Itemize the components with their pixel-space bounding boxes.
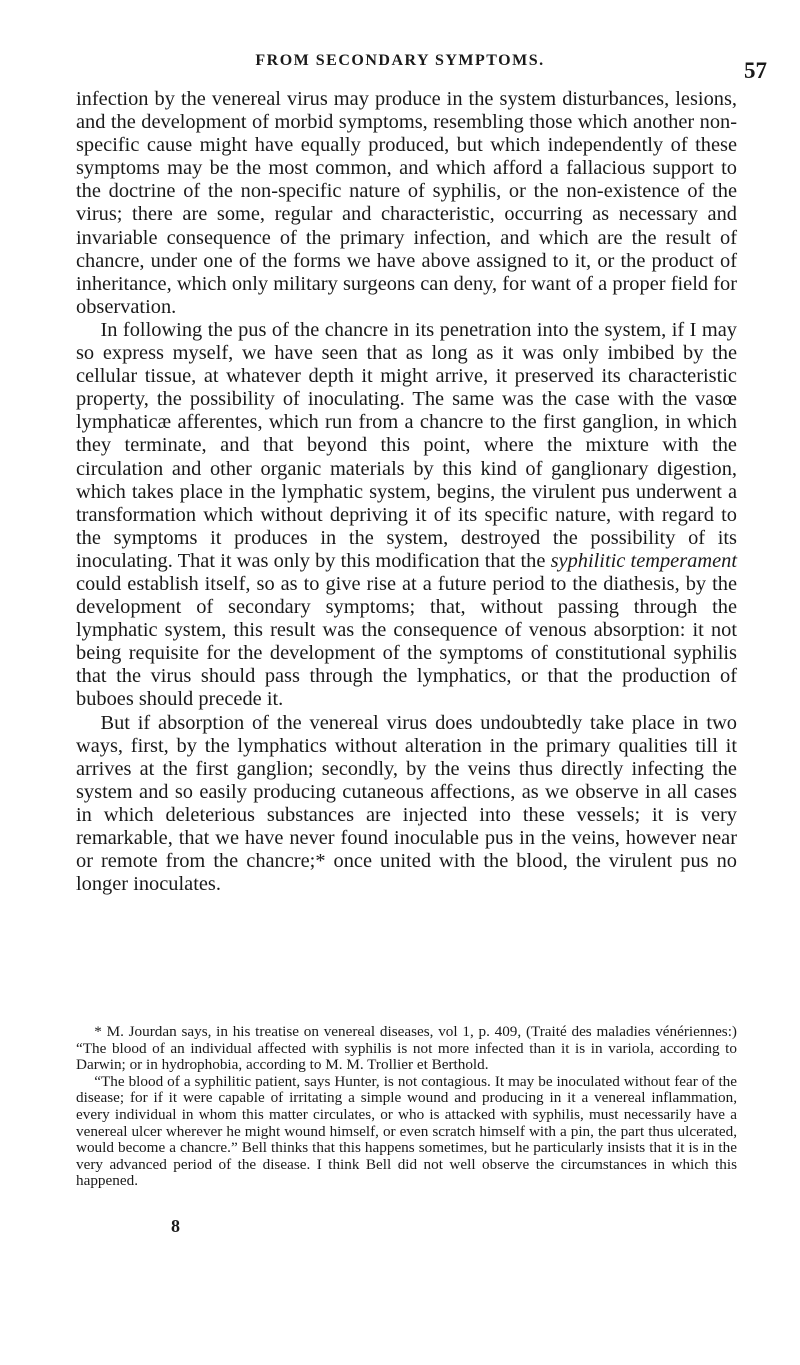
running-head-title: FROM SECONDARY SYMPTOMS. (255, 52, 545, 69)
page-number: 57 (744, 58, 767, 83)
emphasis-syphilitic-temperament: syphilitic temperament (550, 549, 737, 572)
footnote-2: “The blood of a syphilitic patient, says Hunter, is not contagious. It may be inoculated without fear of the disease; for if it were capable of irritating a simple wound and producing in it a venereal inflammation, every individual in whom this matter circulates, or who is attacked with syphilis, must necessarily have a venereal ulcer wherever he might wound himself, or even scratch himself with a pin, the part thus ulcerated, would become a chancre.” Bell thinks that this happens sometimes, but he particularly insists that it is in the very advanced period of the disease. I think Bell did not well observe the circumstances in which this happened. (76, 1072, 737, 1190)
footnotes (76, 1024, 737, 1190)
body-text (76, 88, 737, 896)
running-head (0, 52, 800, 82)
paragraph-3: But if absorption of the venereal virus does undoubtedly take place in two ways, first, by the lymphatics without alteration in the primary qualities till it arrives at the first ganglion; secondly, by the veins thus directly infecting the system and so easily producing cutaneous affections, as we observe in all cases in which deleterious substances are injected into these vessels; it is very remarkable, that we have never found inoculable pus in the veins, however near or remote from the chancre;* once united with the blood, the virulent pus no longer inoculates. (76, 711, 737, 896)
paragraph-1: infection by the venereal virus may produce in the system disturbances, lesions, and the development of morbid symptoms, resembling those which another non-specific cause might have equally produced, but which independently of these symptoms may be the most common, and which afford a fallacious support to the doctrine of the non-specific nature of syphilis, or the non-existence of the virus; there are some, regular and characteristic, occurring as necessary and invariable consequence of the primary infection, and which are the result of chancre, under one of the forms we have above assigned to it, or the product of inheritance, which only military surgeons can deny, for want of a proper field for observation. (76, 88, 737, 318)
paragraph-2-text-after: could establish itself, so as to give rise at a future period to the diathesis, by the development of secondary symptoms; that, without passing through the lymphatic system, this result was the consequence of venous absorption: it not being requisite for the development of the symptoms of constitutional syphilis that the virus should pass through the lymphatics, or that the production of buboes should precede it. (76, 572, 737, 711)
signature-mark: 8 (171, 1216, 180, 1236)
paragraph-2-text-before: In following the pus of the chancre in its penetration into the system, if I may so express myself, we have seen that as long as it was only imbibed by the cellular tissue, at whatever depth it might arrive, it preserved its characteristic property, the possibility of inoculating. The same was the case with the vasœ lymphaticæ afferentes, which run from a chancre to the first ganglion, in which they terminate, and that beyond this point, where the mixture with the circulation and other organic materials by this kind of ganglionary digestion, which takes place in the lymphatic system, begins, the virulent pus underwent a transformation which without depriving it of its specific nature, with regard to the symptoms it produces in the system, destroyed the possibility of its inoculating. That it was only by this modification that the (76, 318, 737, 572)
footnote-1: * M. Jourdan says, in his treatise on venereal diseases, vol 1, p. 409, (Traité des maladies vénériennes:) “The blood of an individual affected with syphilis is not more infected than it is in variola, according to Darwin; or in hydrophobia, according to M. M. Trollier et Berthold. (76, 1023, 737, 1074)
paragraph-2 (76, 319, 737, 712)
